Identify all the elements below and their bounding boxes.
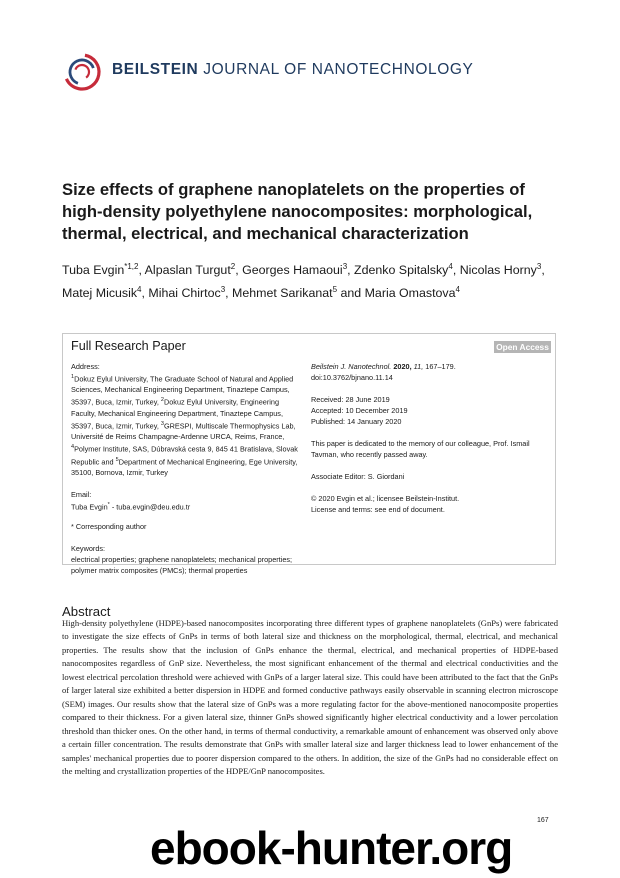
email-address[interactable]: - tuba.evgin@deu.edu.tr <box>109 502 191 512</box>
address-text <box>71 372 299 478</box>
info-right-column <box>311 361 551 515</box>
article-title: Size effects of graphene nanoplatelets on the properties of high-density polyethylene nanocomposites: morphological, thermal, electrical, and mechanical characterization <box>62 180 533 243</box>
address-sup: 2 <box>160 397 164 404</box>
page-number: 167 <box>537 817 549 824</box>
author-name: Zdenko Spitalsky <box>354 263 449 278</box>
article-type: Full Research Paper <box>71 339 186 353</box>
published-date: Published: 14 January 2020 <box>311 417 402 426</box>
author-affiliation-sup: *1,2 <box>124 262 139 271</box>
address-item: Dokuz Eylul University, The Graduate School of Natural and Applied Sciences, Mechanical Engineering Department, Tinaztepe Campus, 35397, Buca, Izmir, Turkey, <box>71 374 294 407</box>
email-name: Tuba Evgin <box>71 502 108 512</box>
author-name: Maria Omastova <box>364 286 456 301</box>
email-line <box>71 500 299 512</box>
address-sup: 3 <box>160 420 164 427</box>
author-name: Mehmet Sarikanat <box>232 286 333 301</box>
journal-brand <box>112 61 474 79</box>
associate-editor: Associate Editor: S. Giordani <box>311 472 405 481</box>
keywords-text: electrical properties; graphene nanoplatelets; mechanical properties; polymer matrix composites (PMCs); thermal properties <box>71 554 293 575</box>
citation-volume: 11, <box>413 362 424 371</box>
brand-rest: JOURNAL OF NANOTECHNOLOGY <box>203 61 474 78</box>
author-affiliation-sup: 4 <box>448 262 453 271</box>
author-name: Mihai Chirtoc <box>148 286 221 301</box>
citation-line <box>311 361 551 372</box>
corresponding-author: * Corresponding author <box>71 521 147 531</box>
author-affiliation-sup: 3 <box>220 285 226 295</box>
email-sup: * <box>107 502 110 509</box>
author-name: Georges Hamaoui <box>242 263 343 278</box>
address-sup: 4 <box>71 444 75 451</box>
info-left-column <box>71 361 299 576</box>
journal-logo-icon <box>62 52 102 92</box>
open-access-badge: Open Access <box>494 341 551 353</box>
author-affiliation-sup: 4 <box>455 285 460 295</box>
email-label: Email: <box>71 490 92 500</box>
address-item: Dokuz Eylul University, Engineering Faculty, Mechanical Engineering Department, Tinaztepe Campus, 35397, Buca, Izmir, Turkey, <box>71 397 283 431</box>
abstract-text: High-density polyethylene (HDPE)-based nanocomposites incorporating three different types of graphene nanoplatelets (GnPs) were fabricated to investigate the size effects of GnPs in terms of both lateral size and thickness on the morphological, thermal, electrical, and mechanical properties. The results show that the inclusion of GnPs enhance the thermal, electrical, and mechanical properties of HDPE-based nanocomposites regardless of GnP size. Nevertheless, the most significant enhancement of the thermal and electrical conductivities and the lowest electrical percolation threshold were achieved with GnPs of a larger lateral size. This could have been attributed to the fact that the GnPs of larger lateral size exhibited a better dispersion in HDPE and formed conductive pathways easily observable in scanning electron microscope (SEM) images. Our results show that the lateral size of GnPs was a more regulating factor for the above-mentioned nanocomposite properties compared to their thickness. For a given lateral size, thinner GnPs showed significantly higher electrical conductivity and a lower percolation threshold than thicker ones. On the other hand, in terms of thermal conductivity, a remarkable amount of enhancement was observed only above a certain filler concentration. The results demonstrate that GnPs with smaller lateral size and larger thickness lead to lower enhancement of the samples' mechanical properties due to poorer dispersion compared to the others. In addition, the size of the GnPs had no considerable effect on the melting and crystallization properties of the HDPE/GnP nanocomposites. <box>62 618 558 776</box>
author-name: Alpaslan Turgut <box>144 263 231 278</box>
author-affiliation-sup: 3 <box>536 262 542 271</box>
address-item: Department of Mechanical Engineering, Ege University, 35100, Bornova, Izmir, Turkey <box>71 457 298 478</box>
accepted-date: Accepted: 10 December 2019 <box>311 406 408 415</box>
dedication-text: This paper is dedicated to the memory of our colleague, Prof. Ismail Tavman, who recently passed away. <box>311 439 530 459</box>
license-text: License and terms: see end of document. <box>311 505 445 514</box>
author-name: Matej Micusik <box>62 286 138 301</box>
watermark: ebook-hunter.org <box>150 822 513 874</box>
address-item: Polymer Institute, SAS, Dúbravská cesta 9, 845 41 Bratislava, Slovak Republic and <box>71 444 298 467</box>
abstract-heading: Abstract <box>62 604 111 619</box>
author-affiliation-sup: 3 <box>342 262 348 271</box>
citation-pages: 167–179. <box>425 362 456 371</box>
doi-link[interactable]: doi:10.3762/bjnano.11.14 <box>311 373 393 382</box>
brand-bold: BEILSTEIN <box>112 61 199 78</box>
received-date: Received: 28 June 2019 <box>311 395 390 404</box>
copyright-text: © 2020 Evgin et al.; licensee Beilstein-Institut. <box>311 494 460 503</box>
address-label: Address: <box>71 362 100 371</box>
address-sup: 1 <box>71 374 75 380</box>
author-list: Tuba Evgin$^{*1,2}$, Alpaslan Turgut$^2$, Georges Hamaoui$^3$, Zdenko Spitalsky$^4$, Nicolas Horny$^3$, Matej Micusik$^4$, Mihai Chirtoc$^3$, Mehmet Sarikanat$^5$ and Maria Omastova$^4$ <box>62 262 545 301</box>
keywords-label: Keywords: <box>71 543 106 553</box>
author-affiliation-sup: 5 <box>332 285 338 295</box>
address-item: GRESPI, Multiscale Thermophysics Lab, Université de Reims Champagne-Ardenne URCA, Reims, France, <box>71 421 296 442</box>
author-name: Tuba Evgin <box>62 263 125 278</box>
author-affiliation-sup: 2 <box>230 262 236 271</box>
journal-name: Beilstein J. Nanotechnol. <box>311 362 392 371</box>
author-name: Nicolas Horny <box>459 263 537 278</box>
author-affiliation-sup: 4 <box>137 285 142 295</box>
address-sup: 5 <box>115 456 119 463</box>
citation-year: 2020, <box>393 362 412 371</box>
